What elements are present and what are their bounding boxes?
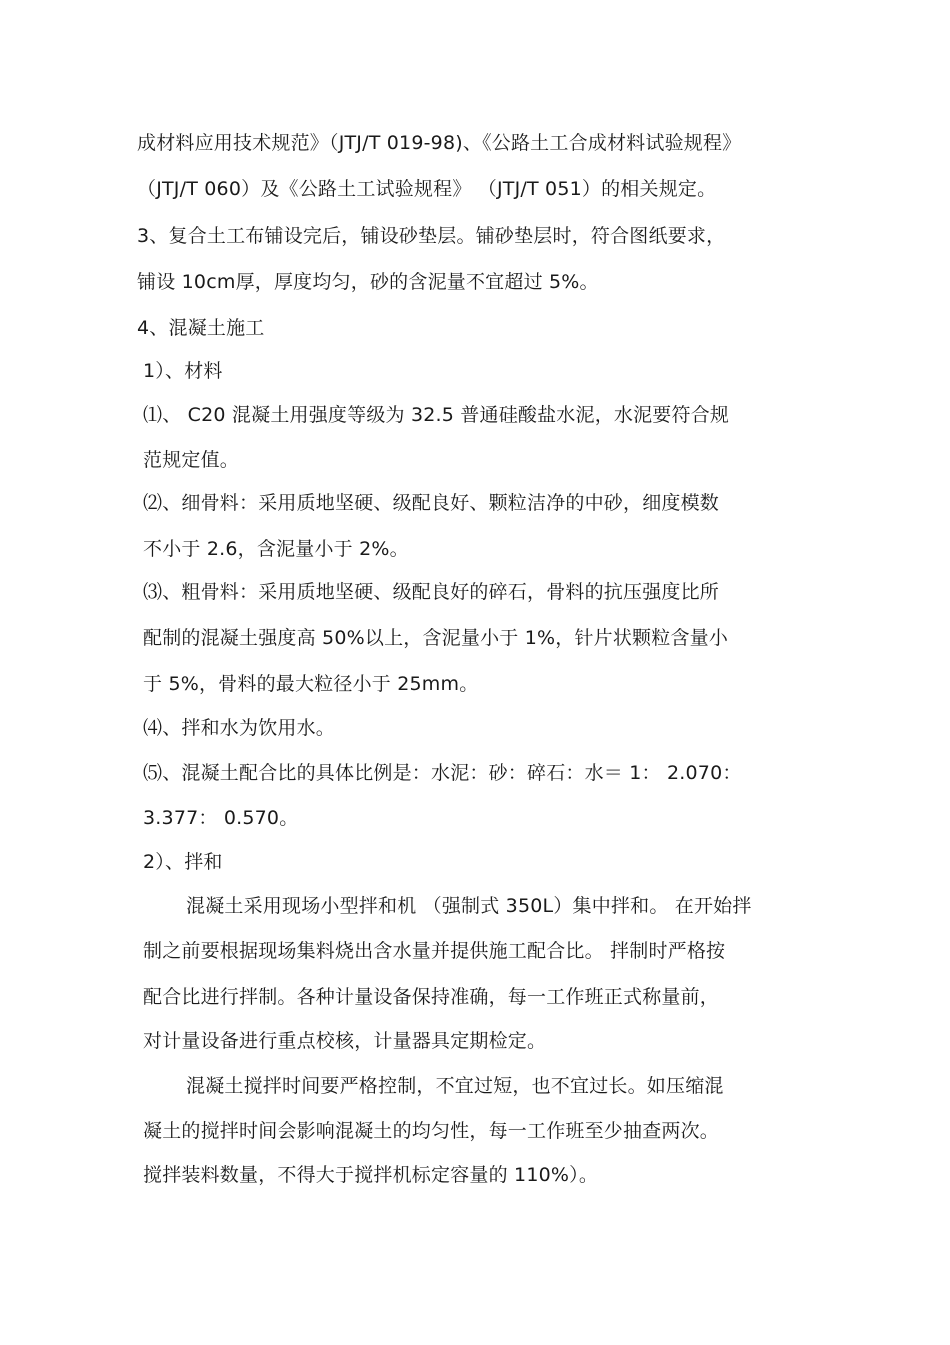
text-line: 凝土的搅拌时间会影响混凝土的均匀性，每一工作班至少抽查两次。 (143, 1120, 720, 1142)
text-line: ⑶、粗骨料：采用质地坚硬、级配良好的碎石，骨料的抗压强度比所 (143, 581, 720, 603)
text-line: 范规定值。 (143, 449, 240, 471)
text-line: 3.377： 0.570。 (143, 807, 299, 829)
text-line: ⑷、拌和水为饮用水。 (143, 717, 336, 739)
text-line: 2）、拌和 (143, 851, 223, 873)
text-line: 制之前要根据现场集料烧出含水量并提供施工配合比。 拌制时严格按 (143, 940, 726, 962)
text-line: ⑵、细骨料：采用质地坚硬、级配良好、颗粒洁净的中砂，细度模数 (143, 492, 720, 514)
text-line: ⑴、 C20 混凝土用强度等级为 32.5 普通硅酸盐水泥，水泥要符合规 (143, 404, 730, 426)
text-line: ⑸、混凝土配合比的具体比例是：水泥：砂：碎石：水＝ 1： 2.070： (143, 762, 742, 784)
text-line: 混凝土搅拌时间要严格控制，不宜过短，也不宜过长。如压缩混 (186, 1075, 724, 1097)
text-line: 成材料应用技术规范》（JTJ/T 019-98)、《公路土工合成材料试验规程》 (137, 132, 742, 154)
text-line: （JTJ/T 060）及《公路土工试验规程》 （JTJ/T 051）的相关规定。 (137, 178, 717, 200)
text-line: 1）、材料 (143, 360, 223, 382)
text-line: 3、复合土工布铺设完后，铺设砂垫层。铺砂垫层时，符合图纸要求， (137, 225, 726, 247)
text-line: 配制的混凝土强度高 50%以上，含泥量小于 1%，针片状颗粒含量小 (143, 627, 729, 649)
text-line: 于 5%，骨料的最大粒径小于 25mm。 (143, 673, 479, 695)
text-line: 配合比进行拌制。各种计量设备保持准确，每一工作班正式称量前， (143, 986, 720, 1008)
text-line: 搅拌装料数量，不得大于搅拌机标定容量的 110%）。 (143, 1164, 599, 1186)
text-line: 铺设 10cm厚，厚度均匀，砂的含泥量不宜超过 5%。 (137, 271, 599, 293)
text-line: 不小于 2.6，含泥量小于 2%。 (143, 538, 409, 560)
text-line: 对计量设备进行重点校核，计量器具定期检定。 (143, 1030, 547, 1052)
text-line: 混凝土采用现场小型拌和机 （强制式 350L）集中拌和。 在开始拌 (186, 895, 752, 917)
text-line: 4、混凝土施工 (137, 317, 265, 339)
